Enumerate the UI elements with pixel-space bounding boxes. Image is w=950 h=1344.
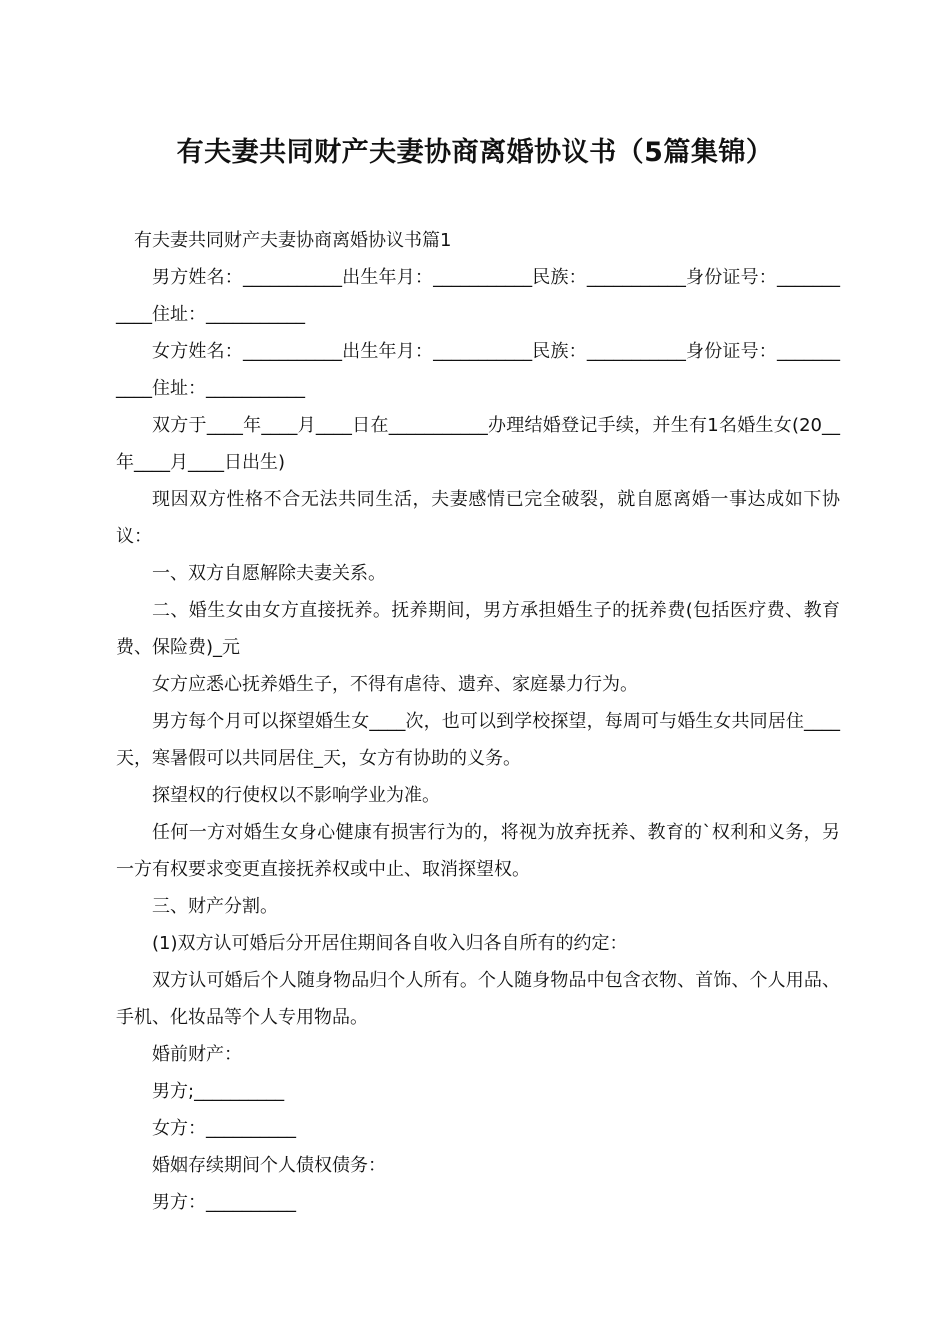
paragraph-male-info: 男方姓名：___________出生年月：___________民族：___________身份证号：___________住址：___________ [116,267,840,325]
paragraph-debts: 婚姻存续期间个人债权债务： [152,1155,386,1176]
paragraph-female-info: 女方姓名：___________出生年月：___________民族：___________身份证号：___________住址：___________ [116,341,840,399]
paragraph-marriage-registration: 双方于____年____月____日在___________办理结婚登记手续，并生有1名婚生女(20__年____月____日出生) [116,415,840,473]
document-title: 有夫妻共同财产夫妻协商离婚协议书（5篇集锦） [176,137,774,168]
paragraph-harm-clause: 任何一方对婚生女身心健康有损害行为的，将视为放弃抚养、教育的`权利和义务，另一方有权要求变更直接抚养权或中止、取消探望权。 [116,822,840,880]
paragraph-male-property: 男方;__________ [152,1081,285,1102]
paragraph-male-debts: 男方：__________ [152,1192,296,1213]
paragraph-personal-items: 双方认可婚后个人随身物品归个人所有。个人随身物品中包含衣物、首饰、个人用品、手机、化妆品等个人专用物品。 [116,970,840,1028]
paragraph-visitation-limit: 探望权的行使权以不影响学业为准。 [152,785,440,806]
section-heading: 有夫妻共同财产夫妻协商离婚协议书篇1 [134,230,452,251]
paragraph-care-duty: 女方应悉心抚养婚生子，不得有虐待、遗弃、家庭暴力行为。 [152,674,638,695]
document-body [116,222,840,1221]
paragraph-clause-2: 二、婚生女由女方直接抚养。抚养期间，男方承担婚生子的抚养费(包括医疗费、教育费、保险费)_元 [116,600,840,658]
paragraph-reason: 现因双方性格不合无法共同生活，夫妻感情已完全破裂，就自愿离婚一事达成如下协议： [116,489,840,547]
paragraph-visitation: 男方每个月可以探望婚生女____次，也可以到学校探望，每周可与婚生女共同居住____天，寒暑假可以共同居住_天，女方有协助的义务。 [116,711,840,769]
paragraph-premarital-property: 婚前财产： [152,1044,242,1065]
paragraph-clause-1: 一、双方自愿解除夫妻关系。 [152,563,386,584]
paragraph-clause-3: 三、财产分割。 [152,896,278,917]
paragraph-income-agreement: (1)双方认可婚后分开居住期间各自收入归各自所有的约定： [152,933,628,954]
paragraph-female-property: 女方：__________ [152,1118,296,1139]
